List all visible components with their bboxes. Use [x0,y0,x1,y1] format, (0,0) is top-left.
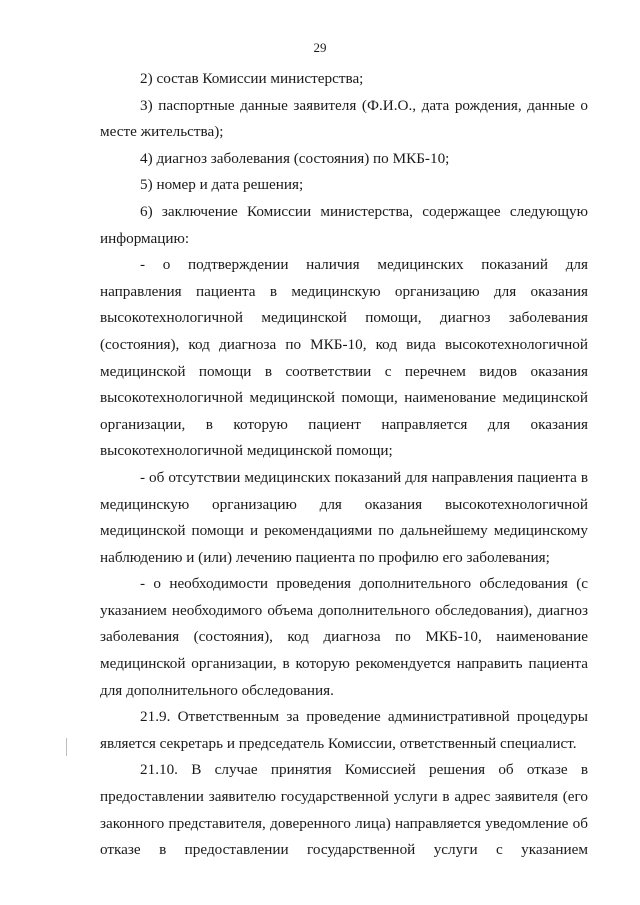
paragraph-item-6: 6) заключение Комиссии министерства, содержащее следующую информацию: [100,202,588,247]
paragraph-21-9: 21.9. Ответственным за проведение административной процедуры является секретарь и председатель Комиссии, ответственный специалист. [100,708,588,752]
paragraph-item-4: 4) диагноз заболевания (состояния) по МКБ-10; [140,149,450,167]
document-body [100,66,588,864]
paragraph-indication-confirmed: - о подтверждении наличия медицинских показаний для направления пациента в медицинскую организацию для оказания высокотехнологичной медицинской помощи, диагноз заболевания (состояния), код диагноза по МКБ-10, код вида высокотехнологичной медицинской помощи в соответствии с перечнем видов оказания высокотехнологичной медицинской помощи, наименование медицинской организации, в которую пациент направляется для оказания высокотехнологичной медицинской помощи; [100,256,588,460]
scan-mark [66,738,67,756]
paragraph-item-2: 2) состав Комиссии министерства; [140,70,364,87]
paragraph-additional-exam: - о необходимости проведения дополнительного обследования (с указанием необходимого объема дополнительного обследования), диагноз заболевания (состояния), код диагноза по МКБ-10, наименование медицинской организации, в которую рекомендуется направить пациента для дополнительного обследования. [100,575,588,699]
paragraph-indication-absent: - об отсутствии медицинских показаний для направления пациента в медицинскую организацию для оказания высокотехнологичной медицинской помощи и рекомендациями по дальнейшему медицинскому наблюдению и (или) лечению пациента по профилю его заболевания; [100,468,588,566]
paragraph-item-5: 5) номер и дата решения; [140,176,304,194]
page-number: 29 [313,40,327,55]
paragraph-item-3: 3) паспортные данные заявителя (Ф.И.О., дата рождения, данные о месте жительства); [100,96,588,141]
paragraph-21-10: 21.10. В случае принятия Комиссией решения об отказе в предоставлении заявителю государственной услуги в адрес заявителя (его законного представителя, доверенного лица) направляется уведомление об отказе в предоставлении государственной услуги с указанием [100,761,588,859]
